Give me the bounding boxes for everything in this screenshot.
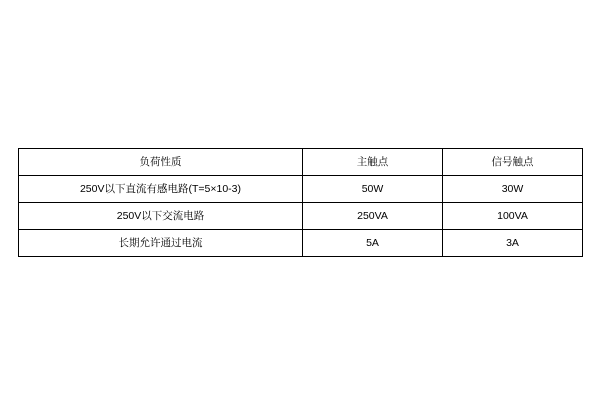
table-cell: 250V以下直流有感电路(T=5×10-3) (19, 176, 303, 203)
table-header-cell: 负荷性质 (19, 149, 303, 176)
table-row (19, 203, 583, 230)
table-header-cell: 信号触点 (443, 149, 583, 176)
table-cell: 250VA (303, 203, 443, 230)
contact-capacity-table (18, 148, 583, 257)
spec-table-container (18, 148, 582, 257)
table-cell: 100VA (443, 203, 583, 230)
table-cell: 5A (303, 230, 443, 257)
table-header-cell: 主触点 (303, 149, 443, 176)
table-cell: 30W (443, 176, 583, 203)
table-cell: 长期允许通过电流 (19, 230, 303, 257)
table-cell: 50W (303, 176, 443, 203)
table-row (19, 176, 583, 203)
table-row (19, 230, 583, 257)
table-cell: 3A (443, 230, 583, 257)
table-cell: 250V以下交流电路 (19, 203, 303, 230)
table-header-row (19, 149, 583, 176)
